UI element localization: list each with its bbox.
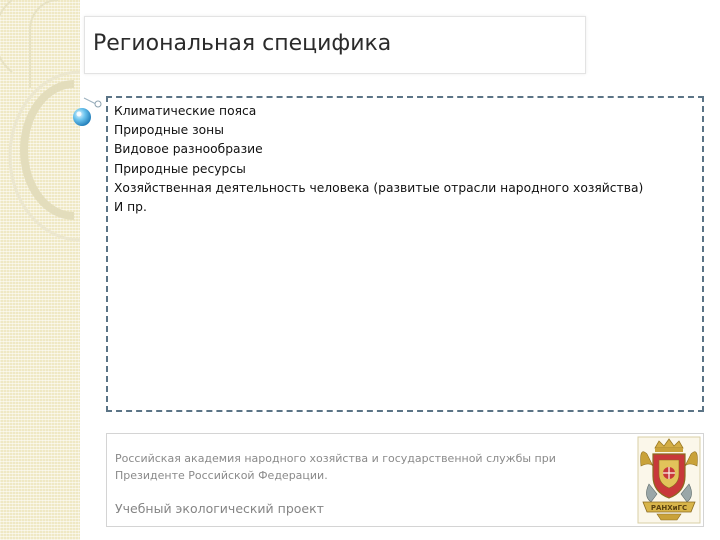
content-list	[114, 102, 643, 217]
organization-name: Российская академия народного хозяйства и государственной службы при Президенте Российской Федерации.	[115, 452, 556, 482]
academy-emblem-icon	[637, 436, 701, 524]
list-item: Природные ресурсы	[114, 161, 246, 176]
list-item: Хозяйственная деятельность человека (развитые отрасли народного хозяйства)	[114, 180, 644, 195]
list-item: Климатические пояса	[114, 104, 257, 118]
emblem-text: РАНХиГС	[650, 504, 688, 512]
list-item: Видовое разнообразие	[114, 142, 263, 157]
slide-title: Региональная специфика	[93, 31, 392, 56]
title-box	[84, 16, 586, 74]
content-box	[106, 96, 704, 412]
list-item: И пр.	[114, 200, 147, 215]
project-label: Учебный экологический проект	[115, 501, 324, 516]
footer-box	[106, 433, 704, 527]
blue-bead-icon	[73, 108, 91, 126]
list-item: Природные зоны	[114, 123, 224, 138]
